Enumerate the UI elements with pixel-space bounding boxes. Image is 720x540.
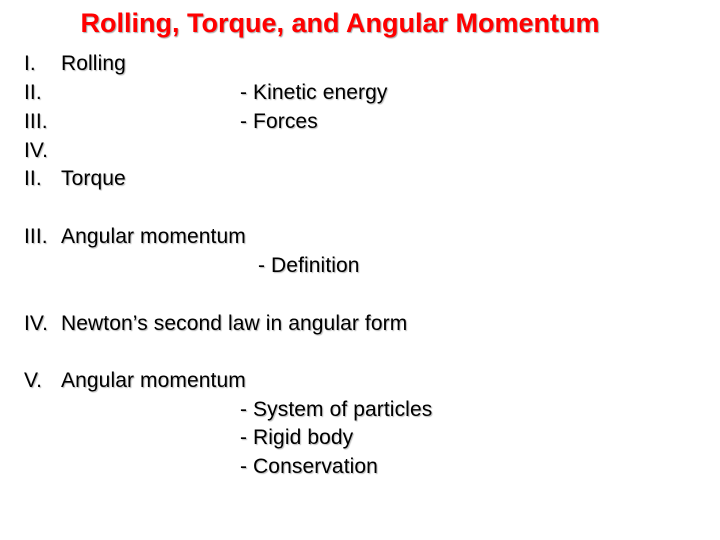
- item-torque: Torque: [61, 167, 126, 190]
- subitem-system-of-particles: - System of particles: [240, 398, 433, 421]
- subitem-forces: - Forces: [240, 110, 318, 133]
- item-angular-momentum-2: Angular momentum: [61, 369, 246, 392]
- subitem-conservation: - Conservation: [240, 455, 378, 478]
- subitem-definition: - Definition: [258, 254, 360, 277]
- outline-number-1: I.: [24, 52, 36, 75]
- item-newton-second-law: Newton’s second law in angular form: [61, 312, 408, 335]
- item-angular-momentum-1: Angular momentum: [61, 225, 246, 248]
- outline-number-8: V.: [24, 369, 43, 392]
- slide-title: Rolling, Torque, and Angular Momentum: [80, 8, 600, 38]
- outline-number-5: II.: [24, 167, 42, 190]
- outline-number-3: III.: [24, 110, 48, 133]
- outline-number-4: IV.: [24, 139, 49, 162]
- item-rolling: Rolling: [61, 52, 126, 75]
- outline-number-2: II.: [24, 81, 42, 104]
- outline-number-6: III.: [24, 225, 48, 248]
- subitem-rigid-body: - Rigid body: [240, 426, 354, 449]
- outline-number-7: IV.: [24, 312, 49, 335]
- subitem-kinetic-energy: - Kinetic energy: [240, 81, 388, 104]
